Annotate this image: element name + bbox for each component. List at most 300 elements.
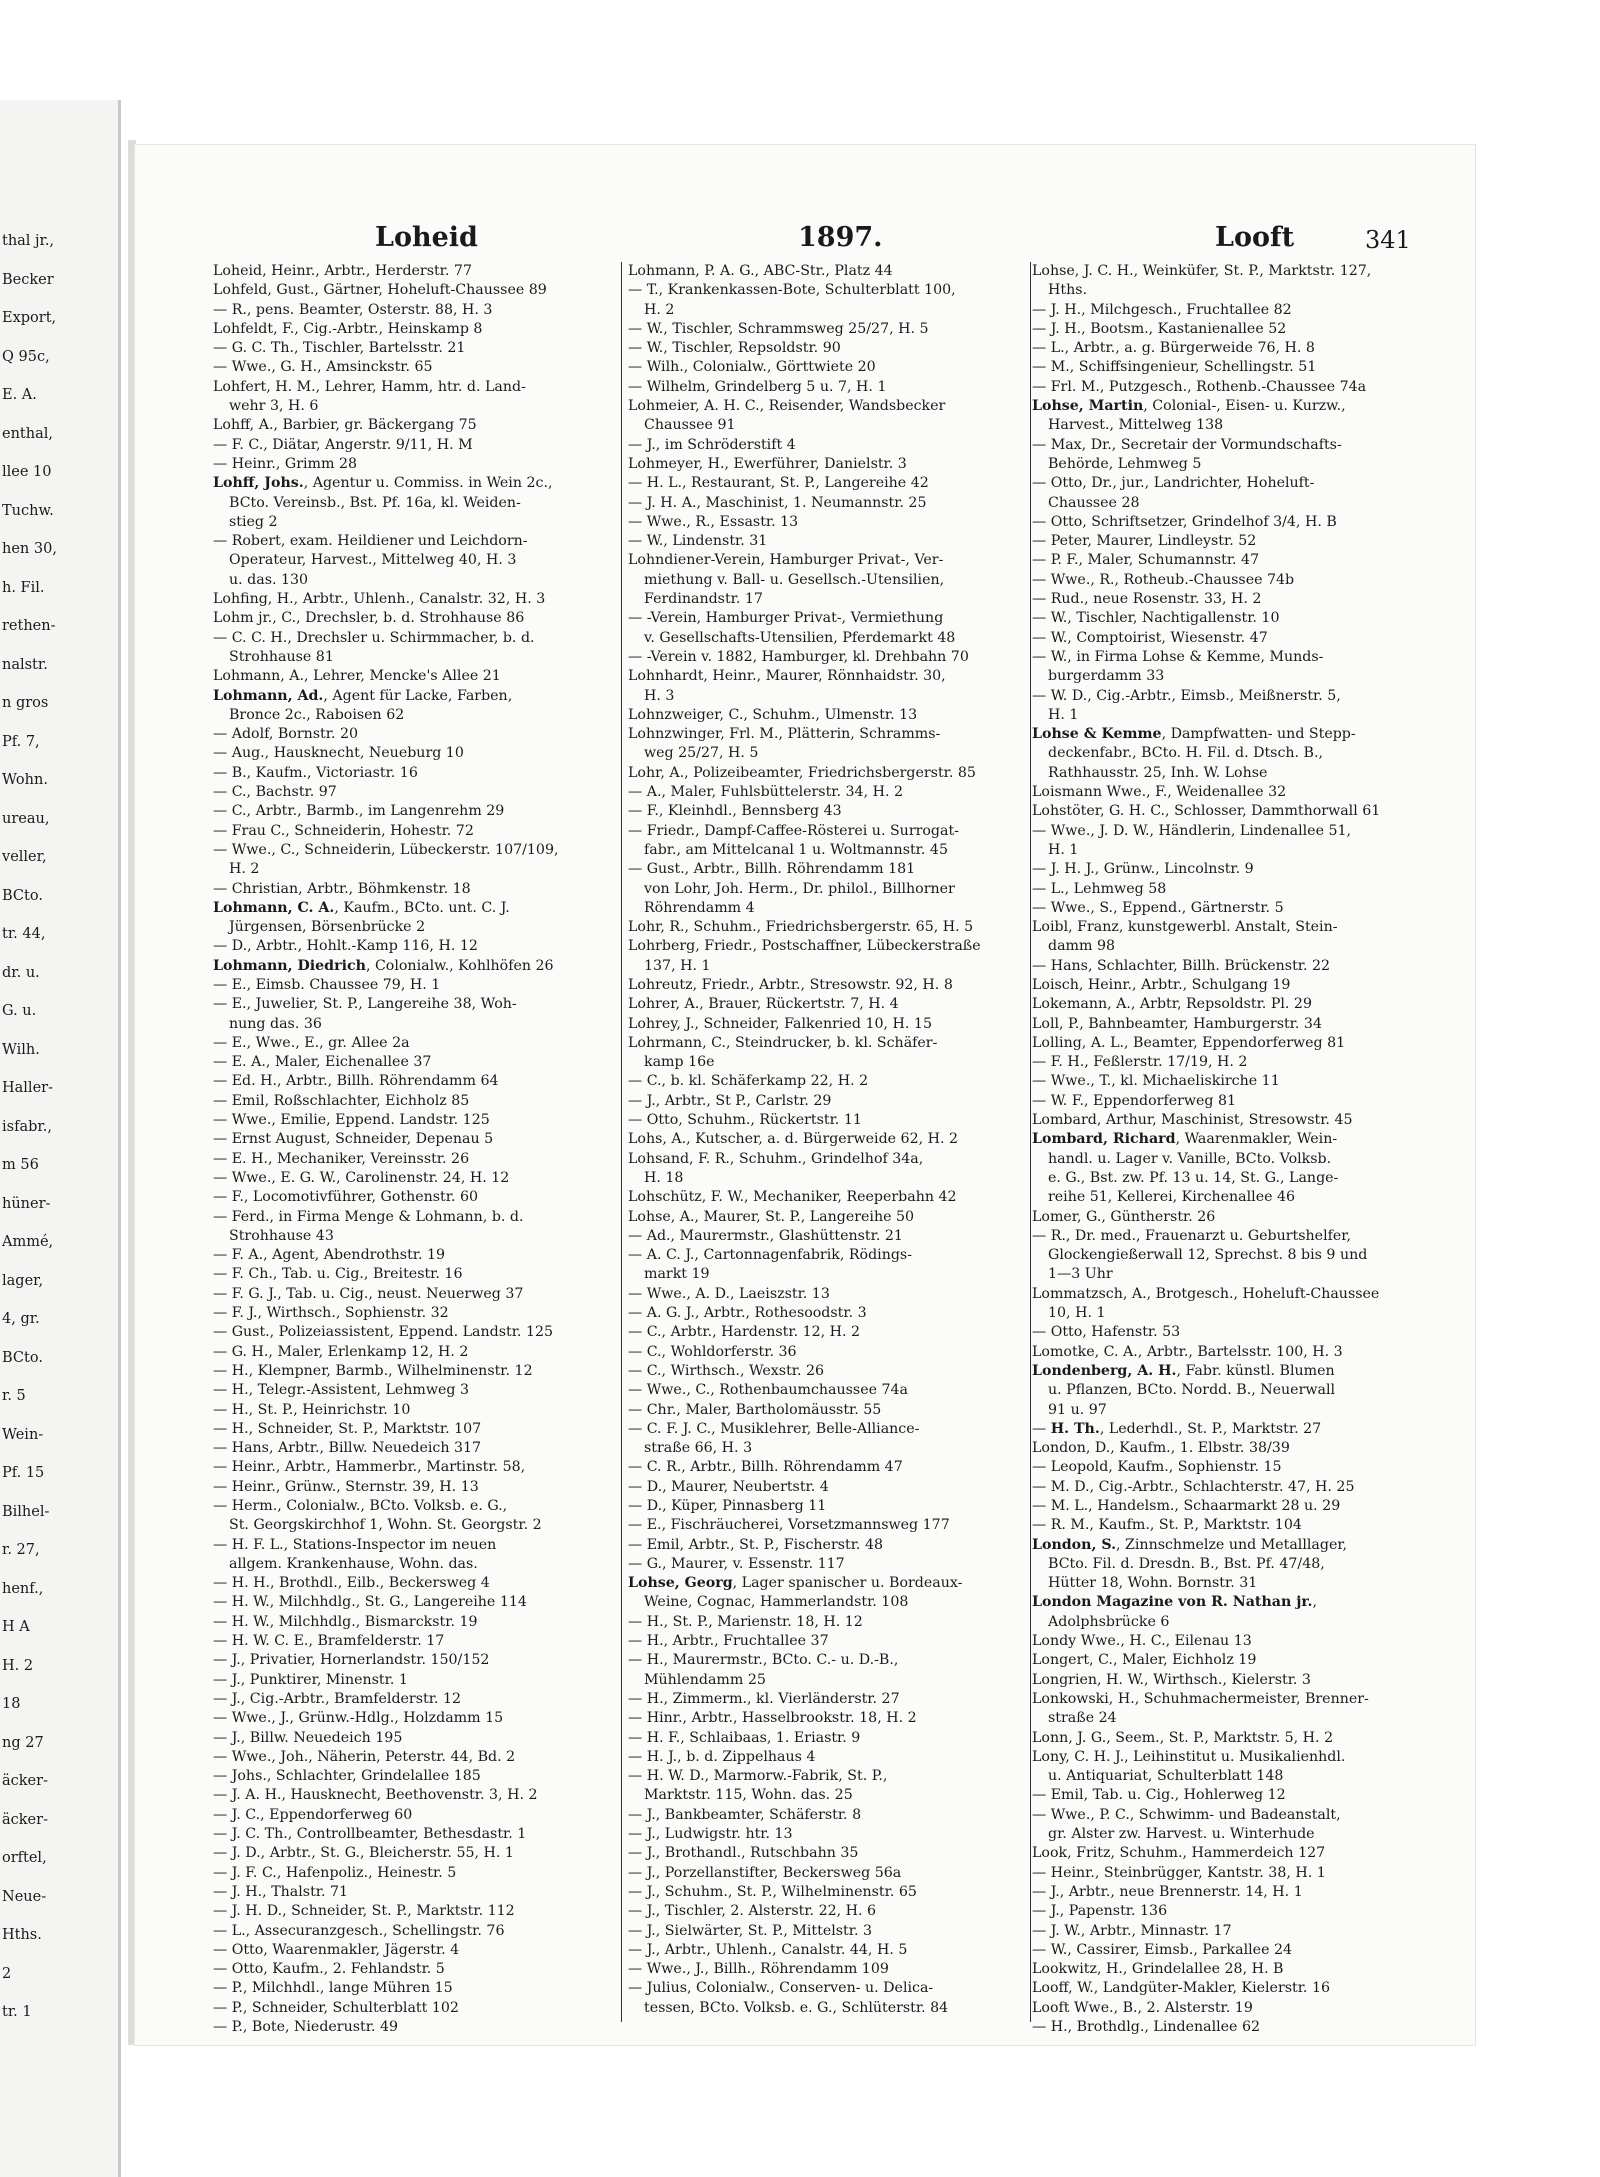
directory-entry: Lonkowski, H., Schuhmachermeister, Brenner- [1032,1690,1369,1707]
directory-entry: nung das. 36 [229,1015,322,1032]
directory-entry: — H., Maurermstr., BCto. C.- u. D.-B., [628,1652,899,1669]
directory-entry: — W., Tischler, Repsoldstr. 90 [628,340,841,357]
previous-page-fragment: isfabr., [2,1118,52,1135]
directory-entry: — R., Dr. med., Frauenarzt u. Geburtshelfer, [1032,1227,1351,1244]
directory-entry: — E., Fischräucherei, Vorsetzmannsweg 177 [628,1517,950,1534]
directory-entry: — H., St. P., Heinrichstr. 10 [213,1401,411,1418]
directory-entry: — A. C. J., Cartonnagenfabrik, Rödings- [628,1247,912,1264]
directory-entry: — J., Arbtr., St P., Carlstr. 29 [628,1092,832,1109]
directory-entry: — Wwe., P. C., Schwimm- und Badeanstalt, [1032,1806,1341,1823]
directory-entry: u. das. 130 [229,571,309,588]
directory-entry: — Wwe., A. D., Laeiszstr. 13 [628,1285,830,1302]
directory-entry: Lohse, Georg, Lager spanischer u. Bordeaux- [628,1575,963,1592]
directory-entry: — J. H. J., Grünw., Lincolnstr. 9 [1032,861,1254,878]
directory-entry: — C. R., Arbtr., Billh. Röhrendamm 47 [628,1459,903,1476]
directory-entry: v. Gesellschafts-Utensilien, Pferdemarkt 48 [644,629,956,646]
directory-entry: — M. L., Handelsm., Schaarmarkt 28 u. 29 [1032,1498,1341,1514]
directory-entry: — H. W. C. E., Bramfelderstr. 17 [213,1633,445,1650]
directory-entry: Lohfert, H. M., Lehrer, Hamm, htr. d. Land- [213,378,526,395]
previous-page-fragment: Wilh. [2,1041,40,1058]
directory-entry: Lohmeier, A. H. C., Reisender, Wandsbecker [628,398,946,415]
directory-entry: Lony, C. H. J., Leihinstitut u. Musikalienhdl. [1032,1748,1346,1765]
directory-entry: Lohmann, P. A. G., ABC-Str., Platz 44 [628,263,893,279]
directory-entry: — M. D., Cig.-Arbtr., Schlachterstr. 47, H. 25 [1032,1478,1355,1495]
directory-entry: Glockengießerwall 12, Sprechst. 8 bis 9 und [1048,1247,1368,1264]
directory-entry: H. 1 [1048,841,1079,858]
directory-entry: — J. W., Arbtr., Minnastr. 17 [1032,1922,1232,1939]
directory-entry: — Ed. H., Arbtr., Billh. Röhrendamm 64 [213,1073,499,1090]
directory-entry: — Otto, Hafenstr. 53 [1032,1324,1181,1341]
directory-entry: — C., b. kl. Schäferkamp 22, H. 2 [628,1073,869,1090]
directory-entry: — Wwe., J., Grünw.-Hdlg., Holzdamm 15 [213,1710,504,1727]
directory-entry: — W., Lindenstr. 31 [628,533,768,550]
directory-entry: — D., Maurer, Neubertstr. 4 [628,1478,829,1495]
directory-entry: Lomer, G., Güntherstr. 26 [1032,1208,1216,1225]
previous-page-fragment: BCto. [2,887,43,904]
directory-entry: — Friedr., Dampf-Caffee-Rösterei u. Surrogat- [628,822,959,839]
directory-entry: 137, H. 1 [644,957,711,974]
previous-page-fragment: Export, [2,310,57,326]
previous-page-fragment: rethen- [2,618,56,634]
directory-entry: — J. H. D., Schneider, St. P., Marktstr. 112 [213,1903,515,1920]
directory-entry: — Julius, Colonialw., Conserven- u. Delica- [628,1980,934,1997]
directory-entry: — H., Arbtr., Fruchtallee 37 [628,1633,829,1650]
directory-entry: — Max, Dr., Secretair der Vormundschafts- [1032,436,1342,453]
directory-entry: Loll, P., Bahnbeamter, Hamburgerstr. 34 [1032,1015,1322,1032]
directory-entry: — Herm., Colonialw., BCto. Volksb. e. G., [213,1498,508,1514]
directory-entry: BCto. Vereinsb., Bst. Pf. 16a, kl. Weiden- [229,494,521,511]
directory-entry: — J. H. A., Maschinist, 1. Neumannstr. 25 [628,494,927,511]
directory-entry: Chaussee 91 [644,417,736,434]
directory-entry: — Hinr., Arbtr., Hasselbrookstr. 18, H. 2 [628,1710,917,1727]
previous-page-fragment: Pf. 15 [2,1465,45,1481]
directory-entry: — R., pens. Beamter, Osterstr. 88, H. 3 [213,301,493,318]
directory-entry: Lokemann, A., Arbtr, Repsoldstr. Pl. 29 [1032,996,1312,1013]
column-rule-2 [1030,262,1031,2022]
previous-page-fragment: h. Fil. [2,579,45,596]
directory-entry: — F. Ch., Tab. u. Cig., Breitestr. 16 [213,1266,463,1283]
directory-entry: miethung v. Ball- u. Gesellsch.-Utensilien, [644,571,945,588]
directory-entry: Lombard, Arthur, Maschinist, Stresowstr. 45 [1032,1112,1353,1129]
directory-entry: Lohr, R., Schuhm., Friedrichsbergerstr. 65, H. 5 [628,919,974,936]
directory-entry: — H. L., Restaurant, St. P., Langereihe 42 [628,475,929,492]
directory-entry: Look, Fritz, Schuhm., Hammerdeich 127 [1032,1845,1326,1862]
directory-entry: — J. H., Milchgesch., Fruchtallee 82 [1032,301,1292,318]
header-year: 1897. [798,222,883,253]
directory-entry: — -Verein v. 1882, Hamburger, kl. Drehbahn 70 [628,648,969,665]
directory-entry: — J., Porzellanstifter, Beckersweg 56a [628,1864,902,1881]
directory-entry: damm 98 [1048,938,1116,955]
directory-entry: kamp 16e [644,1054,715,1071]
directory-entry: — Robert, exam. Heildiener und Leichdorn- [213,533,528,550]
directory-entry: — F. G. J., Tab. u. Cig., neust. Neuerweg 37 [213,1285,524,1302]
directory-entry: — J. C., Eppendorferweg 60 [213,1806,413,1823]
directory-entry: — W., Comptoirist, Wiesenstr. 47 [1032,629,1268,646]
directory-entry: H. 2 [229,861,260,878]
directory-entry: — P. F., Maler, Schumannstr. 47 [1032,552,1260,569]
directory-entry: wehr 3, H. 6 [229,398,319,415]
directory-entry: — H., Zimmerm., kl. Vierländerstr. 27 [628,1690,900,1707]
directory-entry: — J., Arbtr., Uhlenh., Canalstr. 44, H. 5 [628,1941,908,1958]
directory-entry: Looff, W., Landgüter-Makler, Kielerstr. 16 [1032,1980,1331,1997]
directory-entry: — L., Assecuranzgesch., Schellingstr. 76 [213,1922,505,1939]
directory-entry: — H., Brothdlg., Lindenallee 62 [1032,2019,1261,2036]
column-rule-1 [621,262,622,2022]
directory-entry: — E., Juwelier, St. P., Langereihe 38, Woh- [213,996,517,1013]
directory-entry: Loisch, Heinr., Arbtr., Schulgang 19 [1032,976,1291,993]
directory-entry: — Peter, Maurer, Lindleystr. 52 [1032,533,1257,550]
directory-entry: — Ad., Maurermstr., Glashüttenstr. 21 [628,1227,903,1244]
previous-page-fragment: nalstr. [2,656,48,673]
previous-page-fragment: llee 10 [2,464,52,480]
directory-entry: — F. C., Diätar, Angerstr. 9/11, H. M [213,436,473,453]
directory-entry: — Wilh., Colonialw., Görttwiete 20 [628,359,876,376]
directory-entry: — C., Bachstr. 97 [213,784,337,801]
directory-entry: Hths. [1048,282,1088,299]
directory-entry: — J. H., Thalstr. 71 [213,1883,349,1900]
previous-page-fragment: Pf. 7, [2,733,40,750]
previous-page-fragment: Bilhel- [2,1503,50,1520]
directory-entry: — Emil, Roßschlachter, Eichholz 85 [213,1092,470,1109]
directory-entry: — C., Arbtr., Barmb., im Langenrehm 29 [213,803,505,820]
previous-page-fragment: ureau, [2,810,50,827]
directory-entry: — Frau C., Schneiderin, Hohestr. 72 [213,822,474,839]
directory-entry: — Heinr., Grimm 28 [213,455,358,472]
directory-entry: — J. C. Th., Controllbeamter, Bethesdastr. 1 [213,1826,527,1843]
directory-entry: fabr., am Mittelcanal 1 u. Woltmannstr. 45 [644,841,948,858]
directory-entry: Londy Wwe., H. C., Eilenau 13 [1032,1633,1252,1650]
previous-page-fragment: 2 [2,1965,12,1982]
directory-entry: — -Verein, Hamburger Privat-, Vermiethung [628,610,944,627]
directory-entry: — F., Locomotivführer, Gothenstr. 60 [213,1189,479,1206]
directory-entry: Lohm jr., C., Drechsler, b. d. Strohhause 86 [213,610,525,627]
directory-entry: — C. F. J. C., Musiklehrer, Belle-Alliance- [628,1420,920,1437]
directory-entry: — J., im Schröderstift 4 [628,436,796,453]
directory-entry: Marktstr. 115, Wohn. das. 25 [644,1787,853,1804]
directory-entry: Lomotke, C. A., Arbtr., Bartelsstr. 100, H. 3 [1032,1343,1343,1360]
directory-entry: — W. F., Eppendorferweg 81 [1032,1092,1237,1109]
directory-entry: — Aug., Hausknecht, Neueburg 10 [213,745,464,762]
directory-entry: Chaussee 28 [1048,494,1140,511]
directory-entry: — Wwe., E. G. W., Carolinenstr. 24, H. 12 [213,1169,510,1186]
directory-entry: 1—3 Uhr [1048,1266,1113,1283]
directory-entry: — Otto, Dr., jur., Landrichter, Hoheluft- [1032,475,1315,492]
directory-entry: — J., Sielwärter, St. P., Mittelstr. 3 [628,1922,873,1939]
directory-entry: Weine, Cognac, Hammerlandstr. 108 [644,1594,909,1611]
directory-entry: Lohfeld, Gust., Gärtner, Hoheluft-Chaussee 89 [213,282,547,299]
directory-entry: Lohrer, A., Brauer, Rückertstr. 7, H. 4 [628,996,899,1013]
directory-entry: Ferdinandstr. 17 [644,591,763,608]
directory-entry: straße 66, H. 3 [644,1440,753,1457]
directory-entry: — Otto, Kaufm., 2. Fehlandstr. 5 [213,1961,445,1978]
directory-entry: Lohrberg, Friedr., Postschaffner, Lübeckerstraße [628,938,981,955]
previous-page-fragment: hüner- [2,1195,51,1212]
previous-page-fragment: 4, gr. [2,1311,40,1327]
directory-entry: — Wwe., C., Schneiderin, Lübeckerstr. 107/109, [213,841,559,858]
directory-entry: Lohmeyer, H., Ewerführer, Danielstr. 3 [628,455,907,472]
directory-entry: — Johs., Schlachter, Grindelallee 185 [213,1768,481,1785]
previous-page-fragment: BCto. [2,1349,43,1366]
directory-entry: — Ernst August, Schneider, Depenau 5 [213,1131,494,1148]
directory-entry: Loibl, Franz, kunstgewerbl. Anstalt, Stein- [1032,919,1338,936]
directory-entry: Lohmann, A., Lehrer, Mencke's Allee 21 [213,668,501,685]
previous-page-fragment: thal jr., [2,233,55,249]
previous-page-fragment: Ammé, [2,1234,54,1250]
directory-entry: Londenberg, A. H., Fabr. künstl. Blumen [1032,1362,1335,1379]
directory-entry: — T., Krankenkassen-Bote, Schulterblatt 100, [628,282,956,299]
directory-entry: Longert, C., Maler, Eichholz 19 [1032,1652,1257,1669]
previous-page-fragment: veller, [2,849,47,865]
directory-entry: Longrien, H. W., Wirthsch., Kielerstr. 3 [1032,1671,1311,1688]
previous-page-fragment: H A [2,1619,30,1635]
directory-entry: London, D., Kaufm., 1. Elbstr. 38/39 [1032,1440,1290,1457]
directory-entry: — Wwe., S., Eppend., Gärtnerstr. 5 [1032,899,1284,916]
directory-entry: u. Pflanzen, BCto. Nordd. B., Neuerwall [1048,1382,1336,1399]
previous-page-fragment: n gros [2,695,49,711]
directory-entry: — Wwe., C., Rothenbaumchaussee 74a [628,1382,909,1399]
directory-entry: — A. G. J., Arbtr., Rothesoodstr. 3 [628,1305,867,1322]
previous-page-fragment: Hths. [2,1927,42,1943]
directory-entry: — Gust., Polizeiassistent, Eppend. Landstr. 125 [213,1324,554,1341]
column-2 [628,262,1033,2018]
directory-entry: — Heinr., Arbtr., Hammerbr., Martinstr. 58, [213,1459,526,1476]
directory-entry: — D., Arbtr., Hohlt.-Kamp 116, H. 12 [213,938,478,955]
directory-entry: — Wwe., Emilie, Eppend. Landstr. 125 [213,1112,490,1129]
directory-entry: Lookwitz, H., Grindelallee 28, H. B [1032,1961,1284,1978]
directory-entry: Lohmann, Ad., Agent für Lacke, Farben, [213,687,513,704]
header-page-number: 341 [1365,226,1411,254]
previous-page-fragment: ng 27 [2,1734,44,1751]
directory-entry: — Wwe., G. H., Amsinckstr. 65 [213,359,433,376]
directory-entry: — C., Wohldorferstr. 36 [628,1343,797,1360]
directory-entry: Adolphsbrücke 6 [1048,1613,1170,1630]
directory-entry: weg 25/27, H. 5 [644,745,759,762]
directory-entry: burgerdamm 33 [1048,668,1165,685]
directory-entry: Lohstöter, G. H. C., Schlosser, Dammthorwall 61 [1032,803,1381,820]
directory-entry: Lohr, A., Polizeibeamter, Friedrichsbergerstr. 85 [628,764,976,781]
directory-entry: H. 3 [644,687,675,704]
header-left-word: Loheid [375,222,478,253]
directory-entry: Mühlendamm 25 [644,1671,766,1688]
directory-entry: — F., Kleinhdl., Bennsberg 43 [628,803,842,820]
directory-entry: Lolling, A. L., Beamter, Eppendorferweg 81 [1032,1034,1346,1051]
directory-entry: Hütter 18, Wohn. Bornstr. 31 [1048,1575,1258,1592]
directory-entry: — Emil, Tab. u. Cig., Hohlerweg 12 [1032,1787,1286,1804]
previous-page-fragment: lager, [2,1272,44,1289]
directory-entry: Lohse, J. C. H., Weinküfer, St. P., Marktstr. 127, [1032,263,1372,279]
directory-entry: London Magazine von R. Nathan jr., [1032,1594,1317,1611]
directory-entry: — Heinr., Grünw., Sternstr. 39, H. 13 [213,1478,479,1495]
directory-entry: — Otto, Schuhm., Rückertstr. 11 [628,1112,862,1129]
directory-entry: Behörde, Lehmweg 5 [1048,455,1202,472]
directory-entry: — H. J., b. d. Zippelhaus 4 [628,1748,816,1765]
previous-page-fragment: dr. u. [2,964,40,981]
header-right-word: Looft [1215,222,1295,253]
directory-entry: — Wilhelm, Grindelberg 5 u. 7, H. 1 [628,378,887,395]
directory-entry: Röhrendamm 4 [644,899,755,916]
directory-entry: — H. H., Brothdl., Eilb., Beckersweg 4 [213,1575,490,1592]
directory-entry: — W., Tischler, Schrammsweg 25/27, H. 5 [628,320,929,337]
directory-entry: — Wwe., J., Billh., Röhrendamm 109 [628,1961,889,1978]
directory-entry: — H., St. P., Marienstr. 18, H. 12 [628,1613,863,1630]
directory-entry: — L., Arbtr., a. g. Bürgerweide 76, H. 8 [1032,340,1315,357]
directory-entry: Strohhause 43 [229,1227,334,1244]
directory-entry: Lohse & Kemme, Dampfwatten- und Stepp- [1032,726,1356,743]
directory-entry: Lohmann, C. A., Kaufm., BCto. unt. C. J. [213,899,510,916]
directory-entry: — J., Billw. Neuedeich 195 [213,1729,403,1746]
previous-page-fragment: tr. 44, [2,926,46,942]
directory-entry: — H. W., Milchhdlg., St. G., Langereihe 114 [213,1594,527,1611]
directory-entry: — J., Papenstr. 136 [1032,1903,1168,1920]
directory-entry: straße 24 [1048,1710,1117,1727]
directory-entry: Bronce 2c., Raboisen 62 [229,706,405,723]
column-1 [213,262,623,2037]
directory-entry: markt 19 [644,1266,710,1283]
directory-entry: — C., Wirthsch., Wexstr. 26 [628,1362,825,1379]
previous-page-fragment: H. 2 [2,1657,34,1674]
directory-entry: Lohff, A., Barbier, gr. Bäckergang 75 [213,417,477,434]
directory-entry: — Emil, Arbtr., St. P., Fischerstr. 48 [628,1536,884,1553]
previous-page-fragment: Tuchw. [2,502,54,519]
directory-entry: tessen, BCto. Volksb. e. G., Schlüterstr. 84 [644,1999,949,2016]
previous-page-fragment: hen 30, [2,541,57,557]
directory-entry: Lohrey, J., Schneider, Falkenried 10, H. 15 [628,1015,932,1032]
directory-entry: 91 u. 97 [1048,1401,1107,1418]
directory-entry: — P., Schneider, Schulterblatt 102 [213,1999,459,2016]
directory-entry: — Heinr., Steinbrügger, Kantstr. 38, H. 1 [1032,1864,1326,1881]
directory-entry: — E., Eimsb. Chaussee 79, H. 1 [213,976,441,993]
directory-entry: Lohs, A., Kutscher, a. d. Bürgerweide 62, H. 2 [628,1131,959,1148]
directory-entry: — H., Schneider, St. P., Marktstr. 107 [213,1420,482,1437]
directory-entry: Lombard, Richard, Waarenmakler, Wein- [1032,1131,1338,1148]
directory-entry: — J. H., Bootsm., Kastanienallee 52 [1032,320,1287,337]
directory-entry: Lohse, Martin, Colonial-, Eisen- u. Kurzw., [1032,398,1346,415]
directory-entry: gr. Alster zw. Harvest. u. Winterhude [1048,1826,1315,1843]
directory-entry: — W., Tischler, Nachtigallenstr. 10 [1032,610,1280,627]
directory-entry: — Rud., neue Rosenstr. 33, H. 2 [1032,591,1262,608]
directory-entry: — J. F. C., Hafenpoliz., Heinestr. 5 [213,1864,457,1881]
directory-entry: Lohfing, H., Arbtr., Uhlenh., Canalstr. 32, H. 3 [213,591,546,608]
directory-entry: Lohfeldt, F., Cig.-Arbtr., Heinskamp 8 [213,320,483,337]
directory-entry: — C. C. H., Drechsler u. Schirmmacher, b. d. [213,629,535,646]
directory-entry: — D., Küper, Pinnasberg 11 [628,1498,827,1514]
directory-entry: — Wwe., R., Essastr. 13 [628,513,799,530]
directory-entry: — J., Schuhm., St. P., Wilhelminenstr. 65 [628,1883,917,1900]
previous-page-fragment: orftel, [2,1850,47,1866]
page-gutter [118,100,121,2177]
directory-entry: — G. C. Th., Tischler, Bartelsstr. 21 [213,340,466,357]
directory-entry: — F. H., Feßlerstr. 17/19, H. 2 [1032,1054,1248,1071]
previous-page-fragment: m 56 [2,1157,39,1173]
directory-entry: Lohrmann, C., Steindrucker, b. kl. Schäfer- [628,1034,938,1051]
directory-entry: — L., Lehmweg 58 [1032,880,1167,897]
directory-entry: Lohnzwinger, Frl. M., Plätterin, Schramms- [628,726,941,743]
directory-entry: — Chr., Maler, Bartholomäusstr. 55 [628,1401,882,1418]
previous-page-fragment: äcker- [2,1811,48,1828]
directory-entry: — W., in Firma Lohse & Kemme, Munds- [1032,648,1324,665]
directory-entry: — H. F., Schlaibaas, 1. Eriastr. 9 [628,1729,861,1746]
previous-page-fragment: äcker- [2,1773,48,1789]
directory-entry: handl. u. Lager v. Vanille, BCto. Volksb. [1048,1150,1332,1167]
column-3 [1032,262,1452,2037]
directory-entry: Loheid, Heinr., Arbtr., Herderstr. 77 [213,263,472,279]
previous-page-fragment: Neue- [2,1888,47,1905]
directory-entry: allgem. Krankenhause, Wohn. das. [229,1555,478,1572]
directory-entry: — J., Cig.-Arbtr., Bramfelderstr. 12 [213,1690,461,1707]
directory-entry: — R. M., Kaufm., St. P., Marktstr. 104 [1032,1517,1302,1534]
directory-entry: u. Antiquariat, Schulterblatt 148 [1048,1768,1284,1785]
directory-entry: Lohreutz, Friedr., Arbtr., Stresowstr. 92, H. 8 [628,976,953,993]
previous-page-fragment: r. 5 [2,1388,26,1404]
directory-entry: H. 18 [644,1169,684,1186]
directory-entry: — Gust., Arbtr., Billh. Röhrendamm 181 [628,861,916,878]
directory-entry: von Lohr, Joh. Herm., Dr. philol., Billhorner [644,880,955,897]
directory-entry: — E., Wwe., E., gr. Allee 2a [213,1034,410,1051]
previous-page-fragment: r. 27, [2,1542,40,1558]
directory-entry: e. G., Bst. zw. Pf. 13 u. 14, St. G., Lange- [1048,1169,1339,1186]
directory-entry: — Ferd., in Firma Menge & Lohmann, b. d. [213,1208,524,1225]
directory-entry: Looft Wwe., B., 2. Alsterstr. 19 [1032,1999,1253,2016]
previous-page-fragment: 18 [2,1696,21,1712]
directory-entry: Loismann Wwe., F., Weidenallee 32 [1032,784,1287,801]
directory-entry: — J., Privatier, Hornerlandstr. 150/152 [213,1652,490,1669]
directory-entry: — Christian, Arbtr., Böhmkenstr. 18 [213,880,471,897]
directory-entry: Lohsand, F. R., Schuhm., Grindelhof 34a, [628,1150,924,1167]
directory-entry: — J. A. H., Hausknecht, Beethovenstr. 3, H. 2 [213,1787,538,1804]
directory-entry: Lohndiener-Verein, Hamburger Privat-, Ver- [628,552,944,569]
directory-entry: — Otto, Waarenmakler, Jägerstr. 4 [213,1941,460,1958]
directory-entry: — B., Kaufm., Victoriastr. 16 [213,764,418,781]
directory-entry: — C., Arbtr., Hardenstr. 12, H. 2 [628,1324,861,1341]
previous-page-fragment: Haller- [2,1080,53,1096]
previous-page-fragment: Wohn. [2,772,48,788]
directory-entry: — Adolf, Bornstr. 20 [213,726,359,743]
directory-entry: — H., Telegr.-Assistent, Lehmweg 3 [213,1382,470,1399]
directory-entry: Strohhause 81 [229,648,334,665]
directory-entry: — Hans, Arbtr., Billw. Neuedeich 317 [213,1440,482,1457]
directory-entry: Lohnhardt, Heinr., Maurer, Rönnhaidstr. 30, [628,668,946,685]
directory-entry: — H. W. D., Marmorw.-Fabrik, St. P., [628,1768,888,1785]
previous-page-fragment: Becker [2,271,54,288]
directory-entry: St. Georgskirchhof 1, Wohn. St. Georgstr. 2 [229,1517,542,1534]
previous-page-fragment: E. A. [2,387,37,403]
directory-entry: stieg 2 [229,513,278,530]
previous-page-fragment: henf., [2,1580,44,1597]
directory-entry: Lonn, J. G., Seem., St. P., Marktstr. 5, H. 2 [1032,1729,1334,1746]
directory-entry: — J. D., Arbtr., St. G., Bleicherstr. 55, H. 1 [213,1845,514,1862]
directory-entry: deckenfabr., BCto. H. Fil. d. Dtsch. B., [1048,745,1323,762]
directory-entry: Lohschütz, F. W., Mechaniker, Reeperbahn 42 [628,1189,957,1206]
directory-entry: — J., Arbtr., neue Brennerstr. 14, H. 1 [1032,1883,1303,1900]
directory-entry: Lohse, A., Maurer, St. P., Langereihe 50 [628,1208,915,1225]
directory-entry: — A., Maler, Fuhlsbüttelerstr. 34, H. 2 [628,784,904,801]
directory-entry: Lohnzweiger, C., Schuhm., Ulmenstr. 13 [628,706,918,723]
directory-entry: — J., Ludwigstr. htr. 13 [628,1826,793,1843]
directory-entry: — F. A., Agent, Abendrothstr. 19 [213,1247,446,1264]
directory-entry: — P., Milchhdl., lange Mühren 15 [213,1980,453,1997]
directory-entry: — E. A., Maler, Eichenallee 37 [213,1054,432,1071]
previous-page-fragment: Wein- [2,1426,44,1443]
directory-entry: H. 1 [1048,706,1079,723]
directory-entry: — J., Bankbeamter, Schäferstr. 8 [628,1806,862,1823]
directory-entry: London, S., Zinnschmelze und Metalllager, [1032,1536,1348,1553]
previous-page-fragment: enthal, [2,425,53,442]
directory-entry: — M., Schiffsingenieur, Schellingstr. 51 [1032,359,1317,376]
directory-entry: — F. J., Wirthsch., Sophienstr. 32 [213,1305,449,1322]
directory-entry: Rathhausstr. 25, Inh. W. Lohse [1048,764,1268,781]
directory-entry: — H. Th., Lederhdl., St. P., Marktstr. 27 [1032,1420,1322,1437]
directory-entry: — Otto, Schriftsetzer, Grindelhof 3/4, H. B [1032,513,1337,530]
